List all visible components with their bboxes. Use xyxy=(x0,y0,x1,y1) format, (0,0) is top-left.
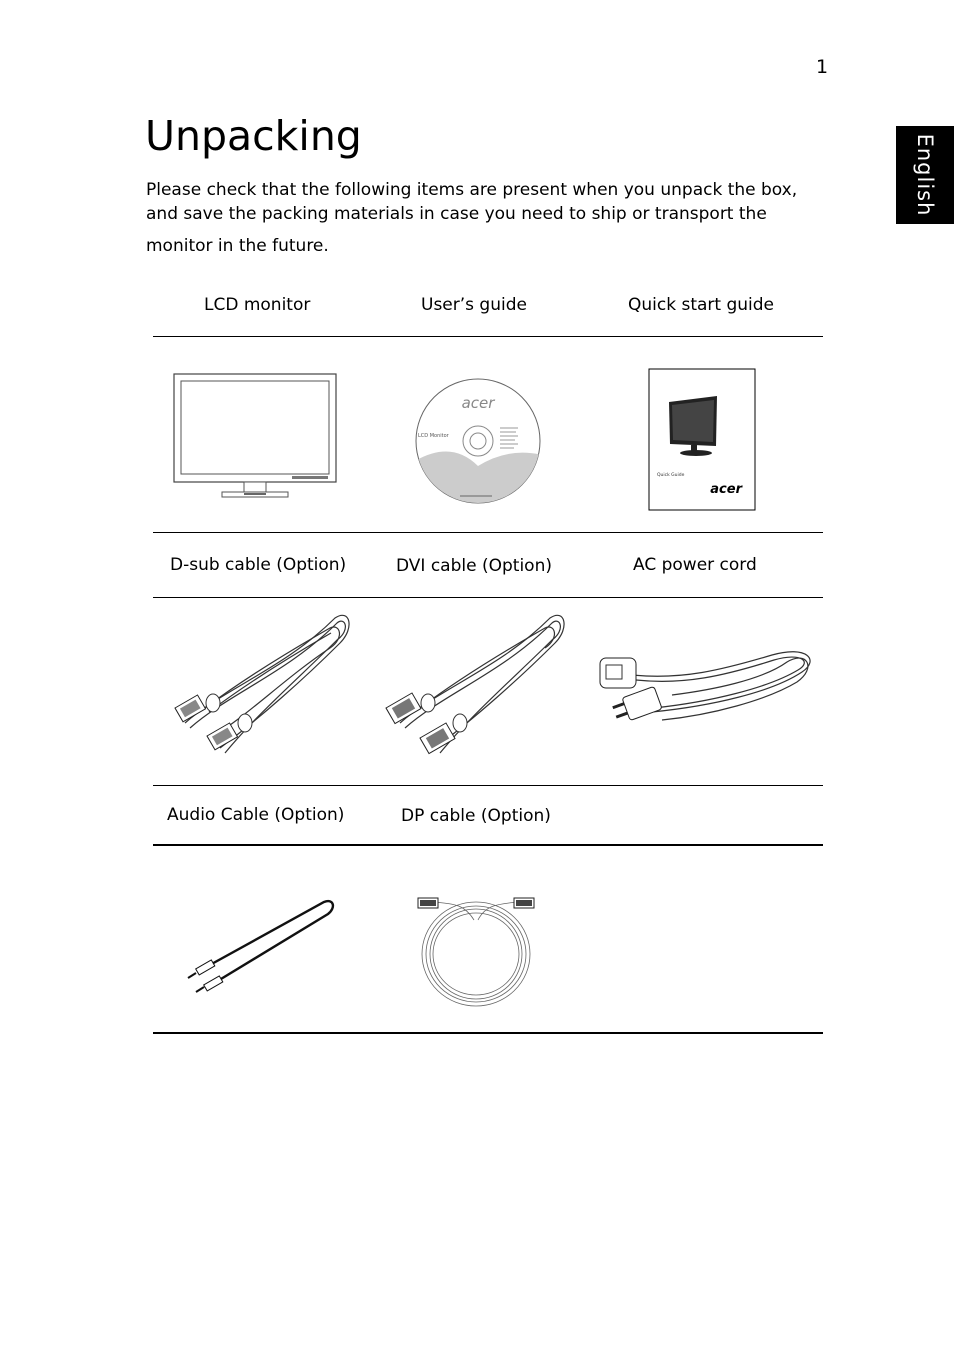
lcd-monitor-icon xyxy=(172,372,340,510)
quick-guide-caption: Quick Guide xyxy=(657,473,685,478)
dp-cable-icon xyxy=(414,892,540,1016)
item-label-dvi-cable: DVI cable (Option) xyxy=(396,556,552,576)
quick-start-guide-icon xyxy=(648,368,758,516)
cd-subtitle: LCD Monitor xyxy=(418,433,449,439)
dsub-cable-icon xyxy=(165,608,355,772)
item-label-users-guide: User’s guide xyxy=(421,295,527,315)
language-tab xyxy=(896,126,954,224)
item-label-dp-cable: DP cable (Option) xyxy=(401,806,551,826)
language-tab-label: English xyxy=(913,133,937,217)
item-label-lcd-monitor: LCD monitor xyxy=(204,295,311,315)
table-rule xyxy=(153,1032,823,1034)
dvi-cable-icon xyxy=(380,608,570,772)
intro-paragraph xyxy=(146,178,816,258)
item-label-ac-power-cord: AC power cord xyxy=(633,555,757,575)
ac-power-cord-icon xyxy=(592,640,818,744)
cd-brand: acer xyxy=(461,394,495,412)
table-rule xyxy=(153,844,823,846)
quick-guide-brand: acer xyxy=(710,482,742,497)
item-label-audio-cable: Audio Cable (Option) xyxy=(167,805,345,825)
intro-line-1: Please check that the following items are present when you unpack the box, xyxy=(146,180,798,200)
table-rule xyxy=(153,785,823,786)
intro-line-2: and save the packing materials in case you need to ship or transport the xyxy=(146,204,767,224)
table-rule xyxy=(153,336,823,337)
table-rule xyxy=(153,532,823,533)
item-label-quick-start-guide: Quick start guide xyxy=(628,295,775,315)
page-number: 1 xyxy=(816,56,829,78)
item-label-dsub-cable: D-sub cable (Option) xyxy=(170,555,347,575)
audio-cable-icon xyxy=(186,894,338,998)
table-rule xyxy=(153,597,823,598)
page-title: Unpacking xyxy=(145,112,362,160)
user-guide-cd-icon xyxy=(410,376,546,510)
intro-line-3: monitor in the future. xyxy=(146,236,329,256)
